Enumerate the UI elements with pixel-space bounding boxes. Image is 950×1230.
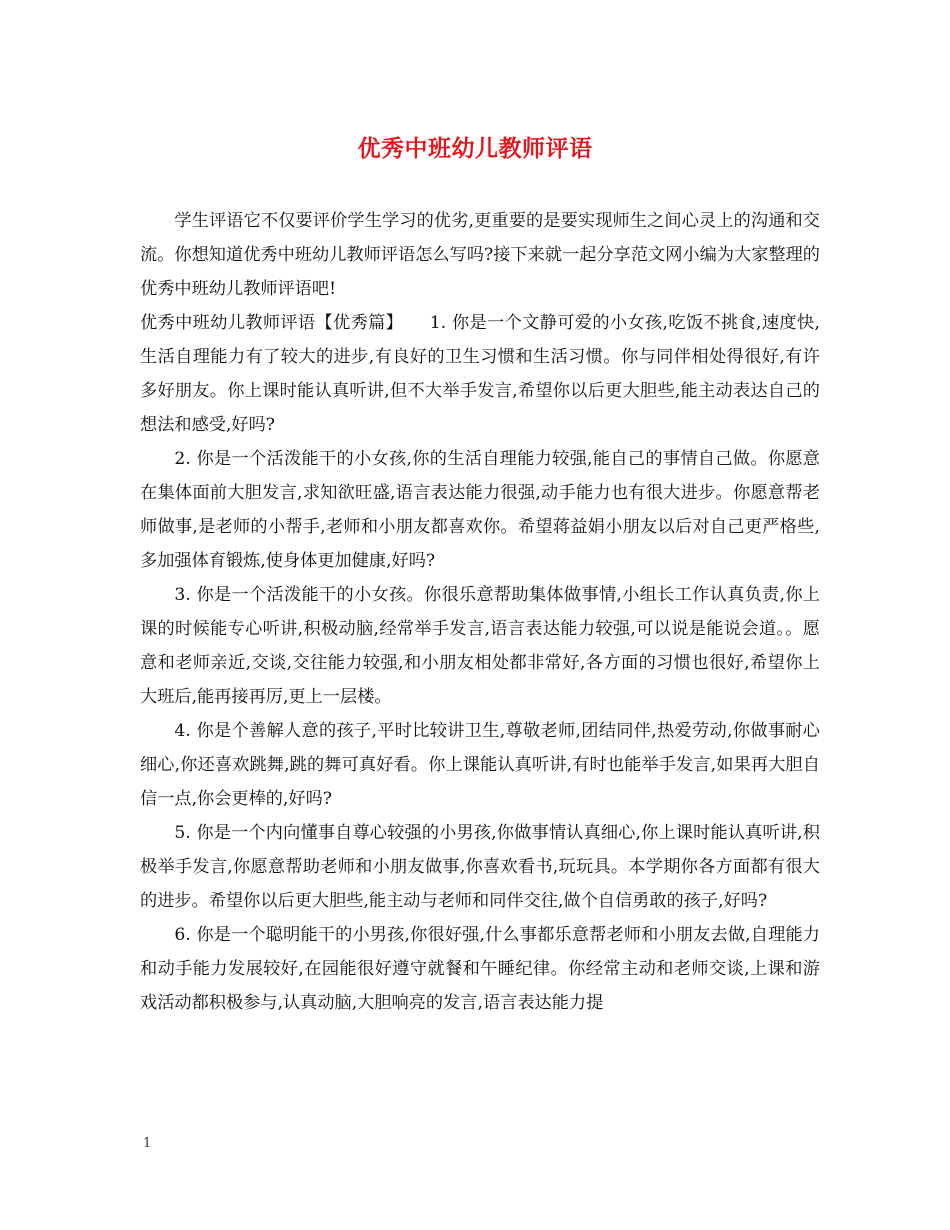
intro-paragraph: 学生评语它不仅要评价学生学习的优劣,更重要的是要实现师生之间心灵上的沟通和交流。你想知道优秀中班幼儿教师评语怎么写吗?接下来就一起分享范文网小编为大家整理的优秀中班幼儿教师评语吧! xyxy=(140,211,820,299)
comment-text-1: 1. 你是一个文静可爱的小女孩,吃饭不挑食,速度快,生活自理能力有了较大的进步,有良好的卫生习惯和生活习惯。你与同伴相处得很好,有许多好朋友。你上课时能认真听讲,但不大举手发言,希望你以后更大胆些,能主动表达自己的想法和感受,好吗? xyxy=(140,313,820,435)
comment-paragraph-1 xyxy=(140,306,820,442)
section-heading: 优秀中班幼儿教师评语【优秀篇】 xyxy=(140,313,395,333)
heading-gap xyxy=(395,313,430,333)
comment-paragraph-6: 6. 你是一个聪明能干的小男孩,你很好强,什么事都乐意帮老师和小朋友去做,自理能力和动手能力发展较好,在园能很好遵守就餐和午睡纪律。你经常主动和老师交谈,上课和游戏活动都积极参与,认真动脑,大胆响亮的发言,语言表达能力提 xyxy=(140,925,820,1013)
document-body xyxy=(140,204,820,1020)
comment-paragraph-2: 2. 你是一个活泼能干的小女孩,你的生活自理能力较强,能自己的事情自己做。你愿意在集体面前大胆发言,求知欲旺盛,语言表达能力很强,动手能力也有很大进步。你愿意帮老师做事,是老师的小帮手,老师和小朋友都喜欢你。希望蒋益娟小朋友以后对自己更严格些,多加强体育锻炼,使身体更加健康,好吗? xyxy=(140,449,820,571)
comment-paragraph-3: 3. 你是一个活泼能干的小女孩。你很乐意帮助集体做事情,小组长工作认真负责,你上课的时候能专心听讲,积极动脑,经常举手发言,语言表达能力较强,可以说是能说会道。。愿意和老师亲近,交谈,交往能力较强,和小朋友相处都非常好,各方面的习惯也很好,希望你上大班后,能再接再厉,更上一层楼。 xyxy=(140,585,820,707)
page-number: 1 xyxy=(143,1136,152,1151)
comment-paragraph-4: 4. 你是个善解人意的孩子,平时比较讲卫生,尊敬老师,团结同伴,热爱劳动,你做事耐心细心,你还喜欢跳舞,跳的舞可真好看。你上课能认真听讲,有时也能举手发言,如果再大胆自信一点,你会更棒的,好吗? xyxy=(140,721,820,809)
comment-paragraph-5: 5. 你是一个内向懂事自尊心较强的小男孩,你做事情认真细心,你上课时能认真听讲,积极举手发言,你愿意帮助老师和小朋友做事,你喜欢看书,玩玩具。本学期你各方面都有很大的进步。希望你以后更大胆些,能主动与老师和同伴交往,做个自信勇敢的孩子,好吗? xyxy=(140,823,820,911)
document-title: 优秀中班幼儿教师评语 xyxy=(357,135,593,162)
